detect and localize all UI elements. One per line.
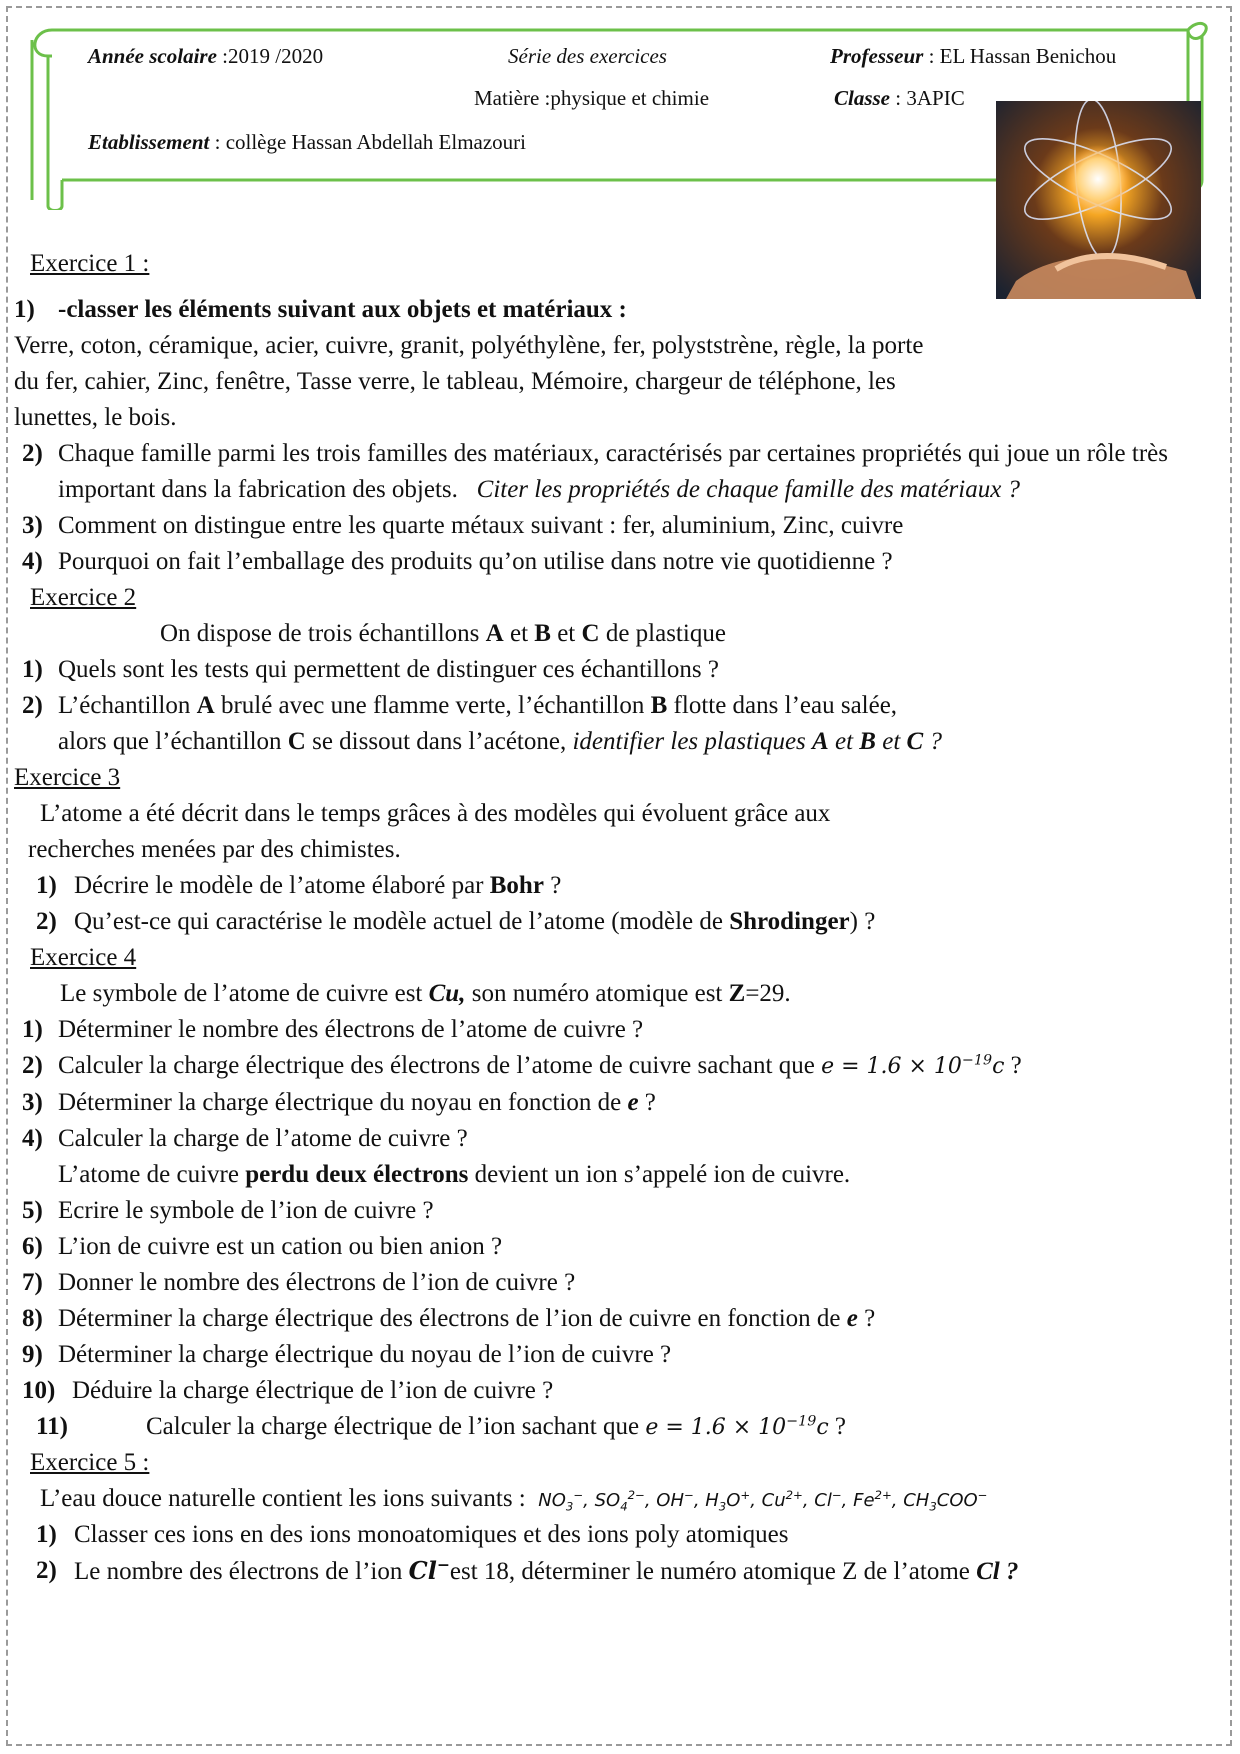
ex2-q2: 2) L’échantillon A brulé avec une flamme verte, l’échantillon B flotte dans l’eau salée, [22, 692, 898, 719]
subject: Matière :physique et chimie [474, 86, 710, 110]
ex4-q5: 5) Ecrire le symbole de l’ion de cuivre ? [22, 1197, 434, 1224]
ex4-q4: 4) Calculer la charge de l’atome de cuivre ? [22, 1125, 468, 1152]
ex4-q9: 9) Déterminer la charge électrique du noyau de l’ion de cuivre ? [22, 1341, 672, 1368]
ex2-q1: 1) Quels sont les tests qui permettent de distinguer ces échantillons ? [22, 656, 719, 683]
ex4-q6: 6) L’ion de cuivre est un cation ou bien anion ? [22, 1233, 503, 1260]
ex1-list-line-2: du fer, cahier, Zinc, fenêtre, Tasse verre, le tableau, Mémoire, chargeur de téléphone, les [14, 368, 896, 395]
ex3-q1: 1) Décrire le modèle de l’atome élaboré par Bohr ? [36, 872, 562, 899]
series-title: Série des exercices [508, 44, 667, 68]
ex4-q7: 7) Donner le nombre des électrons de l’ion de cuivre ? [22, 1269, 576, 1296]
ex4-q10: 10) Déduire la charge électrique de l’ion de cuivre ? [22, 1377, 554, 1404]
exercise-1-title: Exercice 1 : [30, 250, 150, 277]
exercise-3-title: Exercice 3 [14, 764, 121, 791]
exercise-4-title: Exercice 4 [30, 944, 137, 971]
ex4-q3: 3) Déterminer la charge électrique du noyau en fonction de e ? [22, 1089, 656, 1116]
ex1-q4: 4) Pourquoi on fait l’emballage des produits qu’on utilise dans notre vie quotidienne ? [22, 548, 893, 575]
ex4-q2: 2) Calculer la charge électrique des électrons de l’atome de cuivre sachant que $e = 1.6 \times 10^{-19}c$ ? [22, 1052, 1022, 1079]
ex4-intro: Le symbole de l’atome de cuivre est Cu, son numéro atomique est Z=29. [60, 980, 791, 1007]
ex3-intro-line-2: recherches menées par des chimistes. [28, 836, 401, 863]
ex2-q2-line-2: alors que l’échantillon C se dissout dans l’acétone, identifier les plastiques A et B et C ? [58, 728, 942, 755]
ex4-q1: 1) Déterminer le nombre des électrons de l’atome de cuivre ? [22, 1016, 644, 1043]
ex4-q8: 8) Déterminer la charge électrique des électrons de l’ion de cuivre en fonction de e ? [22, 1305, 876, 1332]
school: Etablissement : collège Hassan Abdellah Elmazouri [88, 130, 527, 154]
ex1-list-line-1: Verre, coton, céramique, acier, cuivre, granit, polyéthylène, fer, polyststrène, règle, la porte [14, 332, 924, 359]
teacher: Professeur : EL Hassan Benichou [830, 44, 1117, 68]
class-level: Classe : 3APIC [834, 86, 965, 110]
ex5-intro: L’eau douce naturelle contient les ions suivants : $NO_3^-$, $SO_4^{2-}$, OH−, $H_3O^+$, $Cu^{2+}$, Cl−, $Fe^{2+}$, $CH_3COO^-$ [40, 1485, 988, 1514]
ex3-intro-line-1: L’atome a été décrit dans le temps grâces à des modèles qui évoluent grâce aux [40, 800, 831, 827]
ex1-q2: 2) Chaque famille parmi les trois familles des matériaux, caractérisés par certaines propriétés qui joue un rôle très important dans la fabrication des objets. Citer les propriétés de chaque famille des matériaux ? [22, 440, 1168, 503]
ex2-intro: On dispose de trois échantillons A et B et C de plastique [160, 620, 726, 647]
ex4-q11: 11) Calculer la charge électrique de l’ion sachant que $e = 1.6 \times 10^{-19}c$ ? [36, 1413, 847, 1440]
ex3-q2: 2) Qu’est-ce qui caractérise le modèle actuel de l’atome (modèle de Shrodinger) ? [36, 908, 876, 935]
ions-list: $NO_3^-$, $SO_4^{2-}$, OH−, $H_3O^+$, $Cu^{2+}$, Cl−, $Fe^{2+}$, $CH_3COO^-$ [538, 1488, 988, 1514]
exercise-content [14, 246, 1219, 1590]
school-year: Année scolaire :2019 /2020 [88, 44, 324, 68]
ex1-list-line-3: lunettes, le bois. [14, 404, 177, 431]
ex1-q3: 3) Comment on distingue entre les quarte métaux suivant : fer, aluminium, Zinc, cuivre [22, 512, 904, 539]
ex4-note: L’atome de cuivre perdu deux électrons devient un ion s’appelé ion de cuivre. [58, 1161, 851, 1188]
exercise-2-title: Exercice 2 [30, 584, 137, 611]
ex5-q2: 2) Le nombre des électrons de l’ion Cl−est 18, déterminer le numéro atomique Z de l’atome Cl ? [36, 1555, 1019, 1585]
electron-charge-formula: e [821, 1054, 835, 1079]
ex1-q1: 1) -classer les éléments suivant aux objets et matériaux : [14, 296, 627, 323]
ex5-q1: 1) Classer ces ions en des ions monoatomiques et des ions poly atomiques [36, 1521, 789, 1548]
exercise-5-title: Exercice 5 : [30, 1449, 150, 1476]
